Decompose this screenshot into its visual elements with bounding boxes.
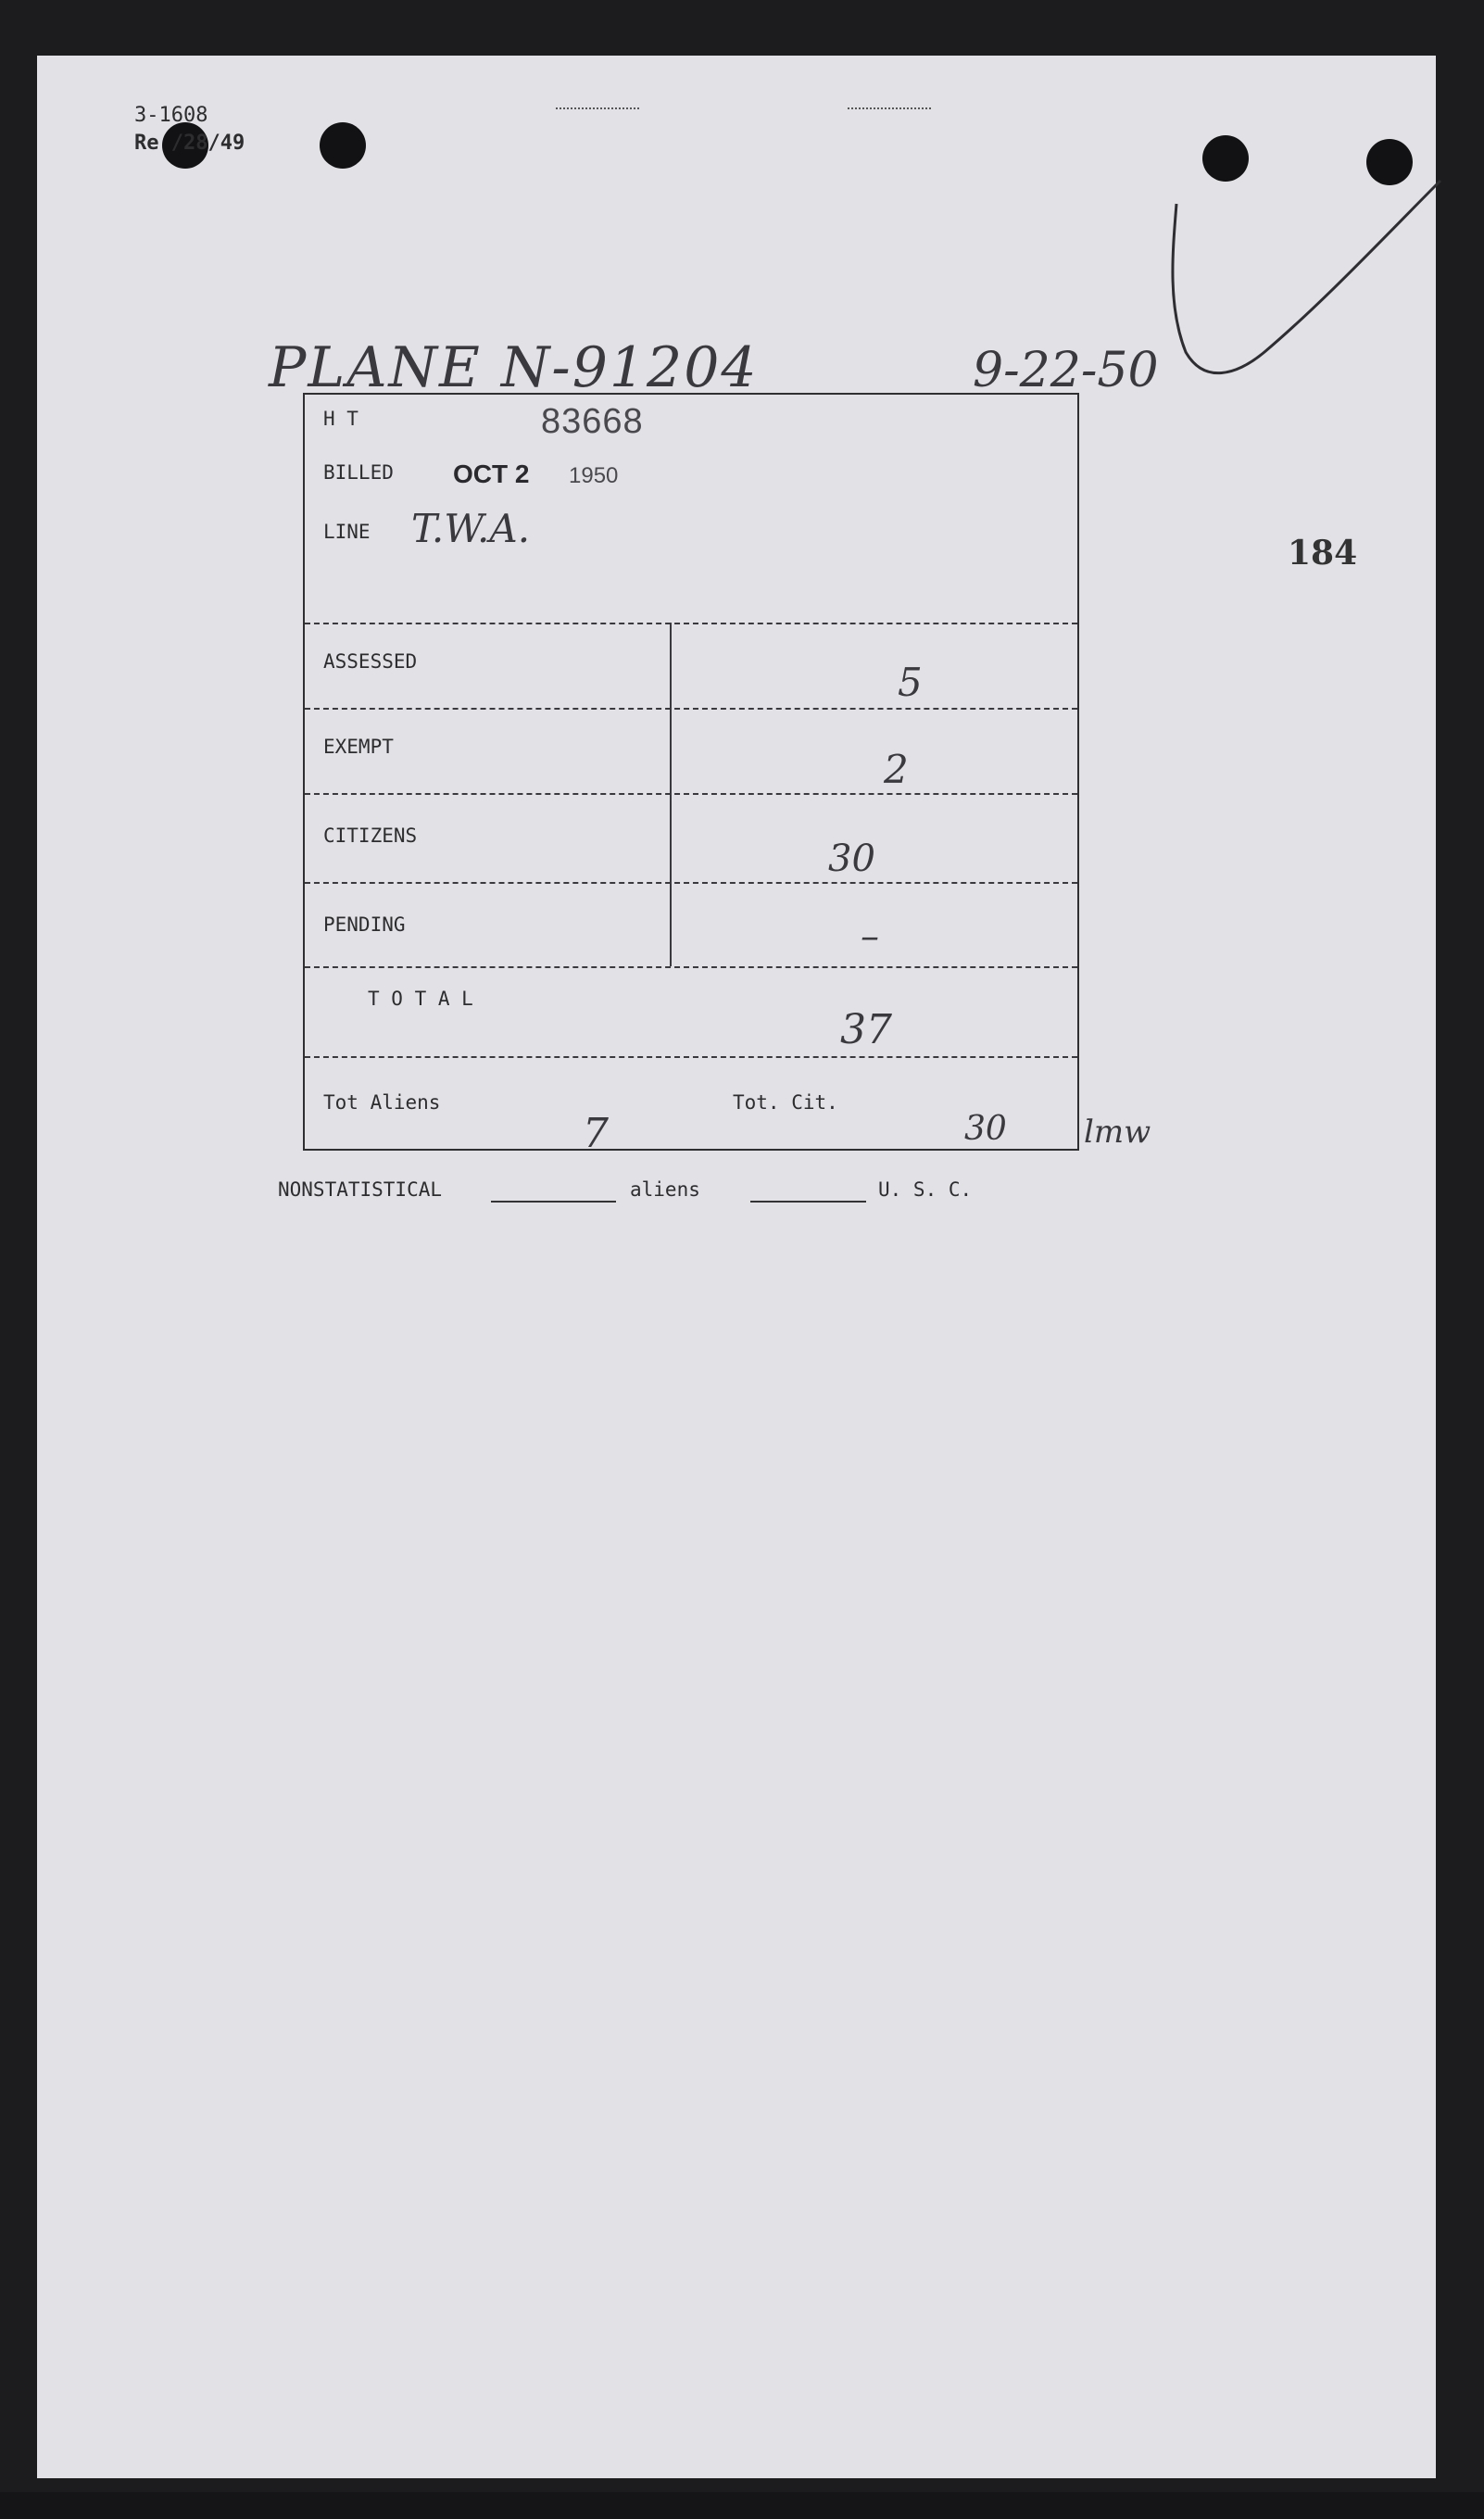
- plane-number: PLANE N-91204: [269, 335, 759, 400]
- ht-number: 83668: [541, 402, 644, 441]
- manifest-form: [303, 393, 1079, 1157]
- form-divider: [305, 882, 1077, 884]
- assessed-label: ASSESSED: [323, 650, 418, 673]
- scan-mark: [556, 107, 639, 109]
- form-divider: [305, 966, 1077, 968]
- arrival-date: 9-22-50: [973, 343, 1159, 398]
- scan-mark: [848, 107, 931, 109]
- clerk-initials: lmw: [1084, 1114, 1151, 1151]
- aliens-label: aliens: [630, 1178, 700, 1201]
- line-value: T.W.A.: [411, 506, 531, 551]
- punch-hole: [320, 122, 366, 169]
- citizens-value: 30: [828, 838, 875, 880]
- form-divider: [305, 623, 1077, 624]
- ht-label: H T: [323, 408, 358, 430]
- form-divider: [305, 1056, 1077, 1058]
- aliens-blank: [750, 1201, 866, 1203]
- tot-cit-label: Tot. Cit.: [733, 1091, 838, 1114]
- column-divider: [670, 623, 672, 966]
- form-number: 3-1608: [134, 104, 208, 127]
- punch-hole: [1202, 135, 1249, 182]
- scan-border: [0, 2492, 1484, 2519]
- total-value: 37: [840, 1006, 892, 1053]
- nonstatistical-blank: [491, 1201, 616, 1203]
- pending-value: –: [861, 915, 879, 958]
- exempt-label: EXEMPT: [323, 736, 394, 758]
- nonstatistical-label: NONSTATISTICAL: [278, 1178, 443, 1201]
- page-number: 184: [1288, 534, 1358, 573]
- billed-month-day: OCT 2: [453, 460, 530, 488]
- check-mark-icon: [1149, 176, 1445, 398]
- billed-year: 1950: [569, 463, 619, 488]
- tot-cit-value: 30: [964, 1110, 1007, 1148]
- tot-aliens-label: Tot Aliens: [323, 1091, 441, 1114]
- form-divider: [305, 793, 1077, 795]
- citizens-label: CITIZENS: [323, 825, 418, 847]
- exempt-value: 2: [884, 747, 909, 792]
- billed-label: BILLED: [323, 461, 394, 484]
- form-divider: [305, 708, 1077, 710]
- line-label: LINE: [323, 521, 371, 543]
- assessed-value: 5: [898, 660, 923, 705]
- total-label: T O T A L: [368, 988, 473, 1010]
- revision-date: Re /28/49: [134, 132, 245, 155]
- tot-aliens-value: 7: [583, 1110, 609, 1157]
- pending-label: PENDING: [323, 913, 406, 936]
- usc-label: U. S. C.: [878, 1178, 973, 1201]
